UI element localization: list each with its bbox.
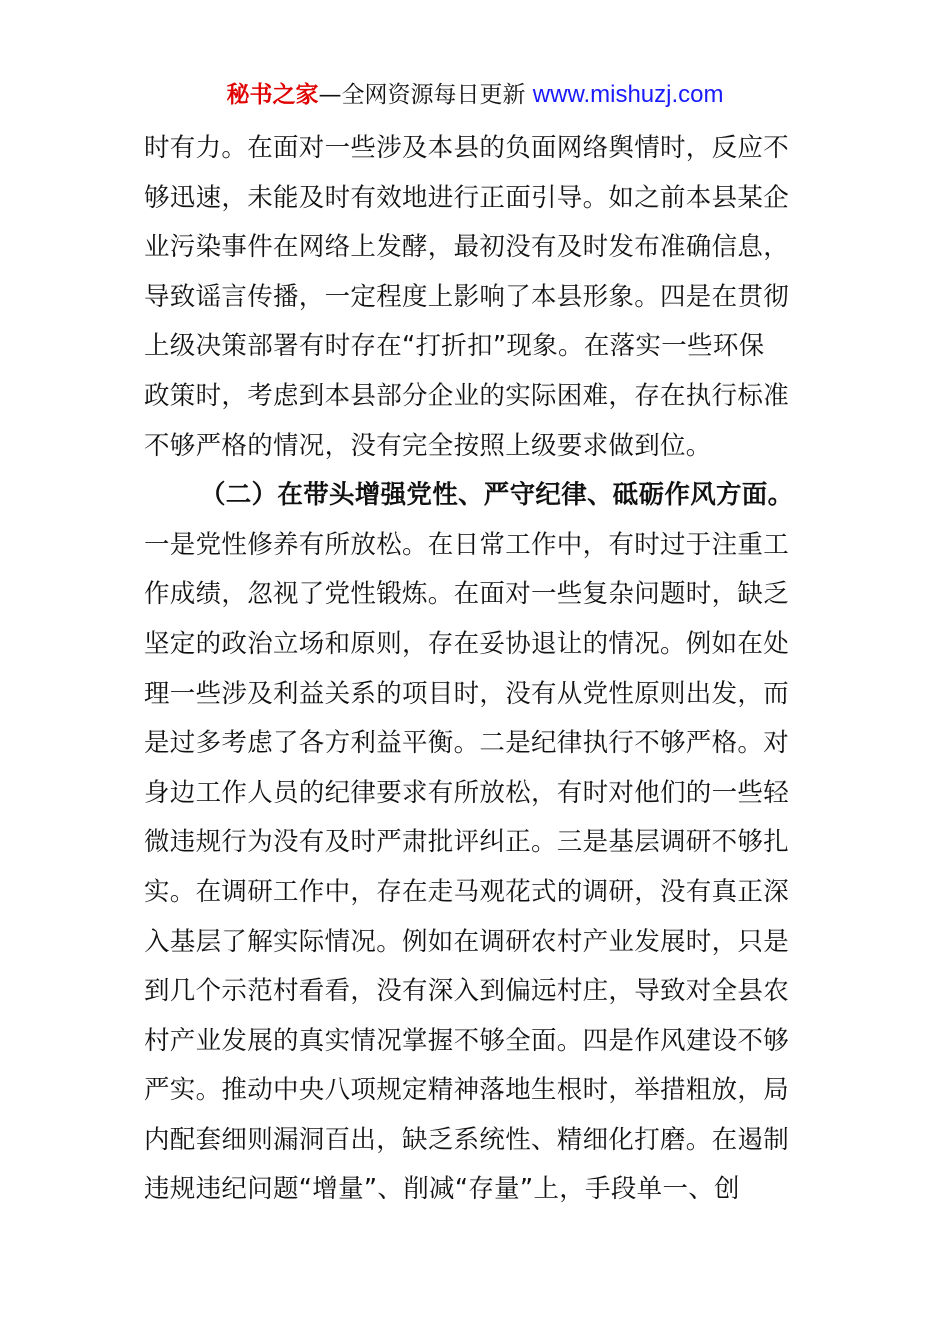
body-line: 时有力。在面对一些涉及本县的负面网络舆情时，反应不: [144, 133, 790, 163]
site-tagline: —全网资源每日更新: [318, 82, 526, 108]
body-line: 够迅速，未能及时有效地进行正面引导。如之前本县某企: [144, 182, 790, 213]
body-line: 一是党性修养有所放松。在日常工作中，有时过于注重工: [144, 529, 790, 560]
body-line: 作成绩，忽视了党性锻炼。在面对一些复杂问题时，缺乏: [144, 579, 790, 610]
body-line: 村产业发展的真实情况掌握不够全面。四是作风建设不够: [144, 1025, 790, 1056]
body-line: 是过多考虑了各方利益平衡。二是纪律执行不够严格。对: [144, 728, 790, 759]
body-line: 违规违纪问题“增量”、削减“存量”上，手段单一、创: [144, 1174, 740, 1205]
site-header: [0, 78, 950, 112]
section-heading: （二）在带头增强党性、严守纪律、砥砺作风方面。: [200, 480, 794, 511]
body-line: 实。在调研工作中，存在走马观花式的调研，没有真正深: [144, 876, 790, 907]
document-body: [144, 124, 808, 1215]
body-line: 导致谣言传播，一定程度上影响了本县形象。四是在贯彻: [144, 281, 790, 312]
site-brand: 秘书之家: [226, 82, 319, 108]
body-line: 入基层了解实际情况。例如在调研农村产业发展时，只是: [144, 926, 790, 957]
body-line: 坚定的政治立场和原则，存在妥协退让的情况。例如在处: [144, 628, 790, 659]
body-line: 内配套细则漏洞百出，缺乏系统性、精细化打磨。在遏制: [144, 1124, 790, 1155]
body-line: 不够严格的情况，没有完全按照上级要求做到位。: [144, 430, 712, 461]
body-line: 微违规行为没有及时严肃批评纠正。三是基层调研不够扎: [144, 827, 790, 858]
body-line: 到几个示范村看看，没有深入到偏远村庄，导致对全县农: [144, 976, 790, 1007]
body-line: 理一些涉及利益关系的项目时，没有从党性原则出发，而: [144, 678, 790, 709]
body-line: 上级决策部署有时存在“打折扣”现象。在落实一些环保: [144, 331, 765, 362]
body-line: 业污染事件在网络上发酵，最初没有及时发布准确信息，: [144, 232, 790, 263]
body-line: 身边工作人员的纪律要求有所放松，有时对他们的一些轻: [144, 777, 790, 808]
site-url-link[interactable]: www.mishuzj.com: [532, 81, 724, 108]
body-line: 政策时，考虑到本县部分企业的实际困难，存在执行标准: [144, 380, 790, 411]
body-line: 严实。推动中央八项规定精神落地生根时，举措粗放，局: [144, 1075, 790, 1106]
